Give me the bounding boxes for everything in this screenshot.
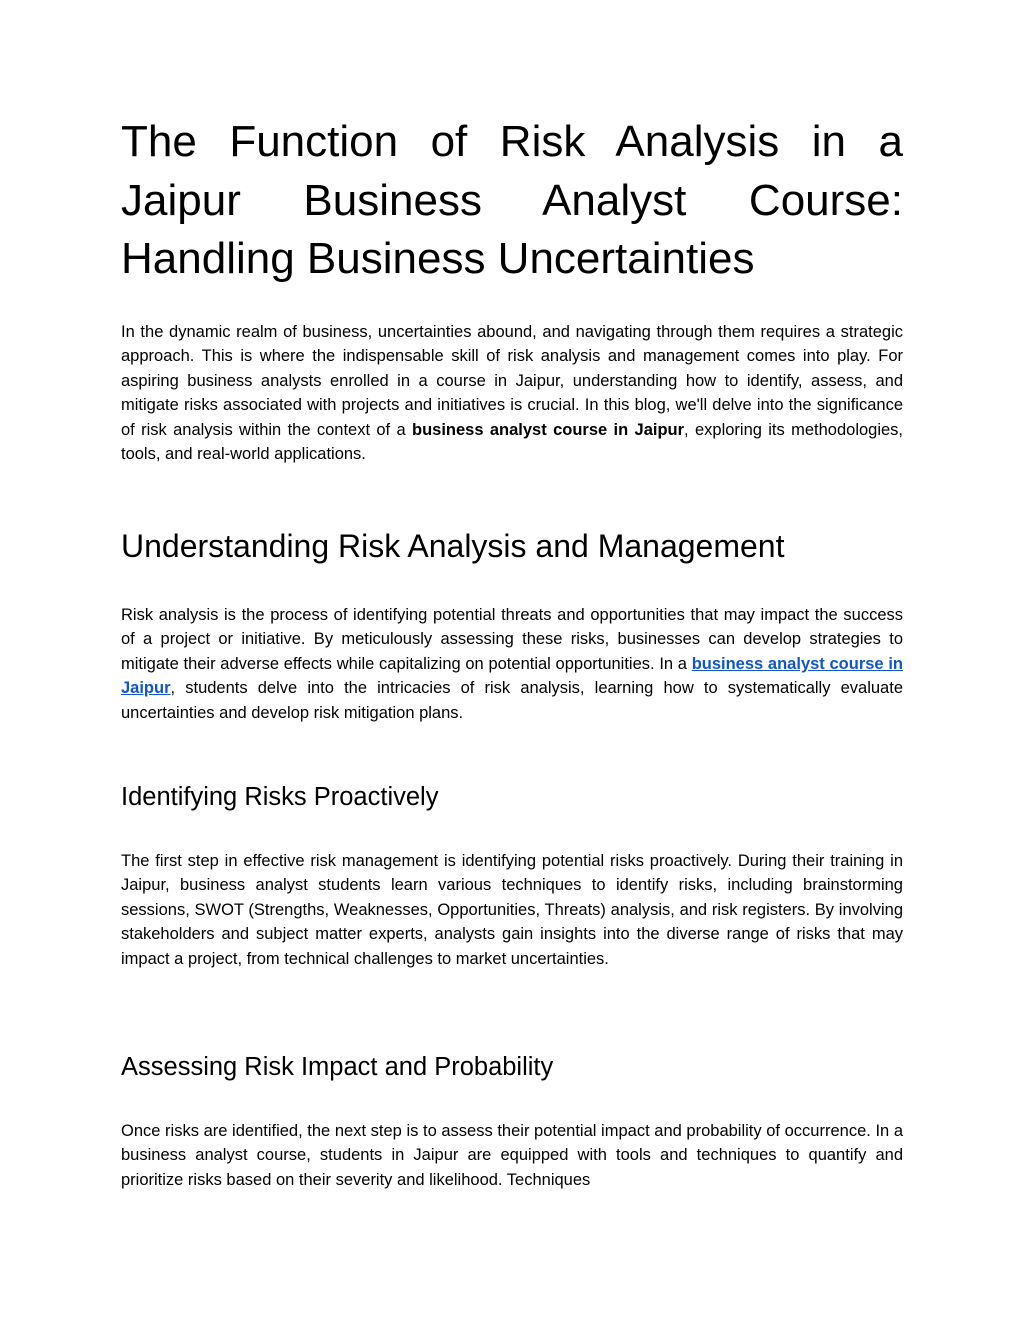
intro-paragraph	[121, 320, 903, 466]
assessing-paragraph: Once risks are identified, the next step is to assess their potential impact and probability of occurrence. In a business analyst course, students in Jaipur are equipped with tools and techniques to quantify and prioritize risks based on their severity and likelihood. Techniques	[121, 1122, 903, 1189]
document-title: The Function of Risk Analysis in a Jaipur Business Analyst Course: Handling Business Uncertainties	[121, 117, 903, 283]
section-heading-understanding: Understanding Risk Analysis and Management	[121, 528, 785, 564]
identifying-paragraph: The first step in effective risk management is identifying potential risks proactively. During their training in Jaipur, business analyst students learn various techniques to identify risks, including brainstorming sessions, SWOT (Strengths, Weaknesses, Opportunities, Threats) analysis, and risk registers. By involving stakeholders and subject matter experts, analysts gain insights into the diverse range of risks that may impact a project, from technical challenges to market uncertainties.	[121, 852, 903, 968]
intro-text-after: , exploring its methodologies, tools, and real-world applications.	[121, 420, 904, 464]
understanding-text-before: Risk analysis is the process of identifying potential threats and opportunities that may impact the success of a project or initiative. By meticulously assessing these risks, businesses can develop strategies to mitigate their adverse effects while capitalizing on potential opportunities. In a	[121, 606, 903, 673]
section-heading-assessing: Assessing Risk Impact and Probability	[121, 1053, 554, 1081]
section-heading-identifying: Identifying Risks Proactively	[121, 783, 439, 811]
intro-bold-keyword: business analyst course in Jaipur	[412, 420, 685, 439]
understanding-text-after: , students delve into the intricacies of risk analysis, learning how to systematically evaluate uncertainties and develop risk mitigation plans.	[121, 679, 903, 722]
intro-text-before: In the dynamic realm of business, uncertainties abound, and navigating through them requires a strategic approach. This is where the indispensable skill of risk analysis and management comes into play. For aspiring business analysts enrolled in a course in Jaipur, understanding how to identify, assess, and mitigate risks associated with projects and initiatives is crucial. In this blog, we'll delve into the significance of risk analysis within the context of a	[121, 323, 903, 439]
course-link[interactable]: business analyst course in Jaipur	[121, 654, 903, 698]
understanding-paragraph	[121, 603, 903, 725]
